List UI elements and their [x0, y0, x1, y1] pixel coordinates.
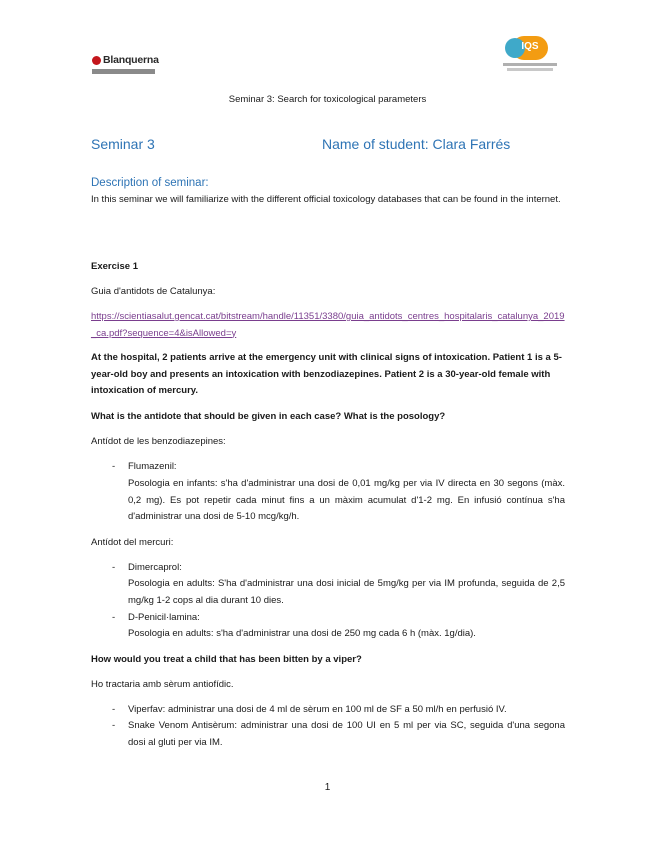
student-name: Name of student: Clara Farrés	[322, 136, 511, 152]
viper-answer: Ho tractaria amb sèrum antiofídic.	[91, 679, 234, 690]
description-heading: Description of seminar:	[91, 177, 209, 189]
question-antidote: What is the antidote that should be given in each case? What is the posology?	[91, 411, 446, 422]
iqs-logo	[503, 36, 557, 76]
page-number: 1	[324, 782, 331, 793]
guide-link[interactable]: https://scientiasalut.gencat.cat/bitstream/handle/11351/3380/guia_antidots_centres_hospitalaris_catalunya_2019_ca.pdf?sequence=4&isAllowed=y	[91, 311, 565, 339]
benzo-heading: Antídot de les benzodiazepines:	[91, 436, 226, 447]
antiserum-text: Snake Venom Antisèrum: administrar una dosi de 100 UI en 5 ml per via SC, seguida d'una segona dosi al gluti per via IM.	[128, 720, 565, 748]
description-text: In this seminar we will familiarize with the different official toxicology databases that can be found in the internet.	[91, 194, 561, 205]
flumazenil-text: Posologia en infants: s'ha d'administrar una dosi de 0,01 mg/kg per via IV directa en 30 segons (màx. 0,2 mg). Es pot repetir cada minut fins a un màxim acumulat d'1-2 mg. En infusió contínua s'ha d'administrar una dosi de 5-10 mcg/kg/h.	[128, 478, 565, 522]
blanquerna-logo	[92, 54, 162, 76]
penicillamine-text: Posologia en adults: s'ha d'administrar una dosi de 250 mg cada 6 h (màx. 1g/dia).	[128, 628, 476, 639]
mercury-heading: Antídot del mercuri:	[91, 537, 174, 548]
blanquerna-logo-mark	[92, 56, 101, 65]
dimercaprol-text: Posologia en adults: S'ha d'administrar una dosi inicial de 5mg/kg per via IM profunda, seguida de 2,5 mg/kg 1-2 cops al dia durant 10 dies.	[128, 578, 565, 606]
exercise-title: Exercise 1	[91, 261, 139, 272]
viperfav-text: Viperfav: administrar una dosi de 4 ml de sèrum en 100 ml de SF a 50 ml/h en perfusió IV.	[128, 704, 507, 715]
guide-label: Guia d'antidots de Catalunya:	[91, 286, 216, 297]
penicillamine-name: D-Penicil·lamina:	[128, 612, 200, 623]
seminar-label: Seminar 3	[91, 136, 155, 152]
blanquerna-logo-text: Blanquerna	[103, 54, 159, 66]
flumazenil-name: Flumazenil:	[128, 461, 177, 472]
header-title: Seminar 3: Search for toxicological parameters	[228, 94, 427, 105]
iqs-logo-text: IQS	[521, 41, 539, 52]
question-viper: How would you treat a child that has been bitten by a viper?	[91, 654, 362, 665]
scenario-text: At the hospital, 2 patients arrive at the emergency unit with clinical signs of intoxication. Patient 1 is a 5-year-old boy and presents an intoxication with benzodiazepines. Patient 2 is a 30-year-old female with intoxication of mercury.	[91, 352, 562, 396]
dimercaprol-name: Dimercaprol:	[128, 562, 182, 573]
blanquerna-logo-subtitle-bar	[92, 69, 155, 74]
